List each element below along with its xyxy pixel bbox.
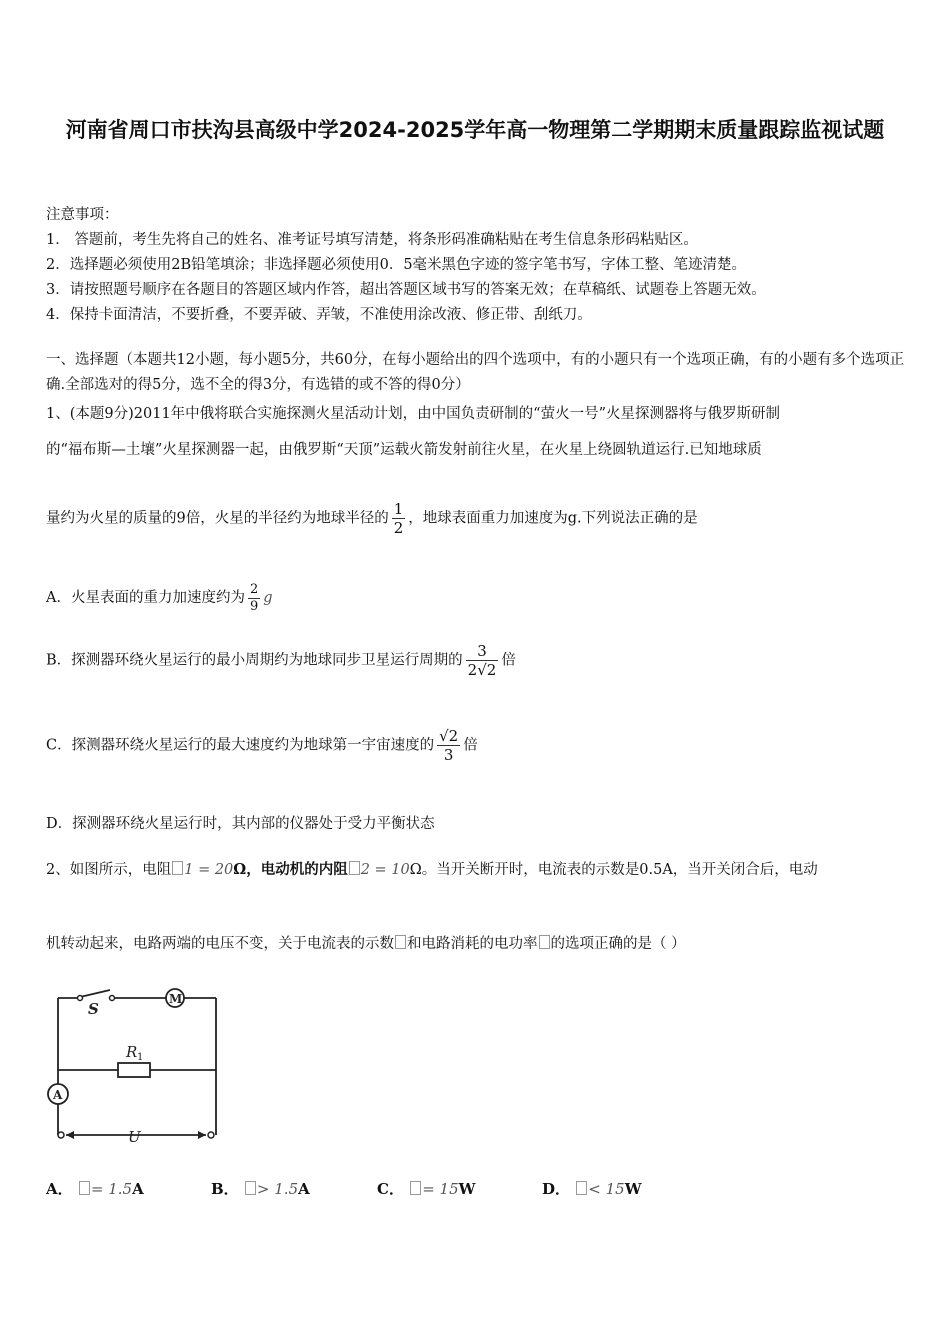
resistor-subscript: 1 (137, 1052, 144, 1063)
q1-option-d[interactable]: D．探测器环绕火星运行时，其内部的仪器处于受力平衡状态 (46, 816, 435, 832)
option-unit: A (132, 1180, 144, 1198)
option-a-text: A．火星表面的重力加速度约为 (46, 590, 245, 607)
q2-line-2-text-c: 的选项正确的是（ ） (550, 936, 686, 952)
ammeter-icon: A (53, 1088, 63, 1102)
q2-line-1-text-c: Ω。当开关断开时，电流表的示数是0.5A，当开关闭合后，电动 (409, 862, 818, 878)
circuit-diagram (44, 980, 234, 1150)
option-expr: = 1.5 (90, 1180, 133, 1198)
option-label: A． (46, 1180, 73, 1198)
missing-glyph-icon (576, 1181, 587, 1195)
option-unit: A (298, 1180, 310, 1198)
option-expr: = 15 (422, 1180, 459, 1198)
fraction-half (392, 500, 406, 537)
notice-item-4: 4．保持卡面清洁，不要折叠，不要弄破、弄皱，不准使用涂改液、修正带、刮纸刀。 (46, 307, 592, 323)
q2-line-2-text-b: 和电路消耗的电功率 (407, 936, 538, 952)
option-label: D． (542, 1180, 571, 1198)
q1-option-a[interactable] (46, 582, 906, 614)
motor-icon: M (169, 992, 183, 1006)
frac-num: 1 (393, 500, 404, 518)
option-b-tail: 倍 (501, 652, 516, 669)
resistor-label: R (126, 1043, 138, 1061)
q2-option-c[interactable] (377, 1178, 475, 1199)
frac-num: 2 (249, 582, 259, 597)
missing-glyph-icon (172, 861, 183, 875)
q2-line-1-text-b: Ω，电动机的内阻 (233, 861, 348, 878)
missing-glyph-icon (349, 861, 360, 875)
q2-line-1-text-a: 2、如图所示，电阻 (46, 862, 172, 878)
voltage-label: U (128, 1128, 141, 1146)
r2-expr: 2 = 10 (360, 862, 410, 878)
q1-option-c[interactable] (46, 727, 906, 764)
q2-option-d[interactable] (542, 1178, 642, 1199)
option-c-tail: 倍 (463, 737, 478, 754)
option-b-text: B．探测器环绕火星运行的最小周期约为地球同步卫星运行周期的 (46, 652, 463, 669)
r1-expr: 1 = 20 (184, 862, 234, 878)
switch-label: S (88, 1000, 99, 1018)
frac-num: √2 (439, 727, 459, 745)
fraction-three-over-2root2 (466, 642, 499, 679)
q2-option-b[interactable] (211, 1178, 310, 1199)
frac-num: 3 (477, 642, 487, 660)
q2-line-2 (46, 932, 906, 953)
frac-den: 2√2 (467, 661, 497, 679)
fraction-root2-over-3 (437, 727, 460, 764)
missing-glyph-icon (245, 1181, 256, 1195)
option-unit: W (458, 1180, 476, 1198)
q1-line-3-text-b: ，地球表面重力加速度为g.下列说法正确的是 (408, 510, 698, 527)
missing-glyph-icon (539, 935, 550, 949)
q1-line-3-text-a: 量约为火星的质量的9倍，火星的半径约为地球半径的 (46, 510, 389, 527)
frac-den: 9 (249, 598, 259, 614)
option-label: B． (211, 1180, 239, 1198)
frac-den: 2 (393, 519, 404, 537)
q1-line-3 (46, 500, 906, 537)
option-expr: > 1.5 (256, 1180, 299, 1198)
notice-heading: 注意事项： (46, 207, 119, 223)
missing-glyph-icon (79, 1181, 90, 1195)
frac-den: 3 (437, 745, 460, 764)
section-heading: 一、选择题（本题共12小题，每小题5分，共60分，在每小题给出的四个选项中，有的小题只有一个选项正确，有的小题有多个选项正确.全部选对的得5分，选不全的得3分，有选错的或不答的得0分） (46, 352, 905, 393)
page-title: 河南省周口市扶沟县高级中学2024-2025学年高一物理第二学期期末质量跟踪监视试题 (65, 118, 885, 142)
option-c-text: C．探测器环绕火星运行的最大速度约为地球第一宇宙速度的 (46, 737, 435, 754)
option-expr: < 15 (588, 1180, 625, 1198)
notice-item-3: 3．请按照题号顺序在各题目的答题区域内作答，超出答题区域书写的答案无效；在草稿纸、试题卷上答题无效。 (46, 282, 766, 298)
q1-line-2: 的“福布斯—土壤”火星探测器一起，由俄罗斯“天顶”运载火箭发射前往火星，在火星上绕圆轨道运行.已知地球质 (46, 442, 762, 458)
q2-line-2-text-a: 机转动起来，电路两端的电压不变，关于电流表的示数 (46, 936, 394, 952)
option-unit: W (624, 1180, 642, 1198)
q1-option-b[interactable] (46, 642, 906, 679)
var-g: g (263, 590, 273, 607)
q2-line-1 (46, 858, 906, 879)
fraction-two-ninths (248, 582, 260, 614)
notice-item-2: 2．选择题必须使用2B铅笔填涂；非选择题必须使用0．5毫米黑色字迹的签字笔书写，字体工整、笔迹清楚。 (46, 257, 747, 273)
q2-option-a[interactable] (46, 1178, 144, 1199)
missing-glyph-icon (410, 1181, 421, 1195)
q1-line-1: 1、(本题9分)2011年中俄将联合实施探测火星活动计划，由中国负责研制的“萤火一号”火星探测器将与俄罗斯研制 (46, 406, 780, 422)
option-label: C． (377, 1180, 404, 1198)
missing-glyph-icon (395, 935, 406, 949)
notice-item-1: 1． 答题前，考生先将自己的姓名、准考证号填写清楚，将条形码准确粘贴在考生信息条形码粘贴区。 (46, 232, 698, 248)
